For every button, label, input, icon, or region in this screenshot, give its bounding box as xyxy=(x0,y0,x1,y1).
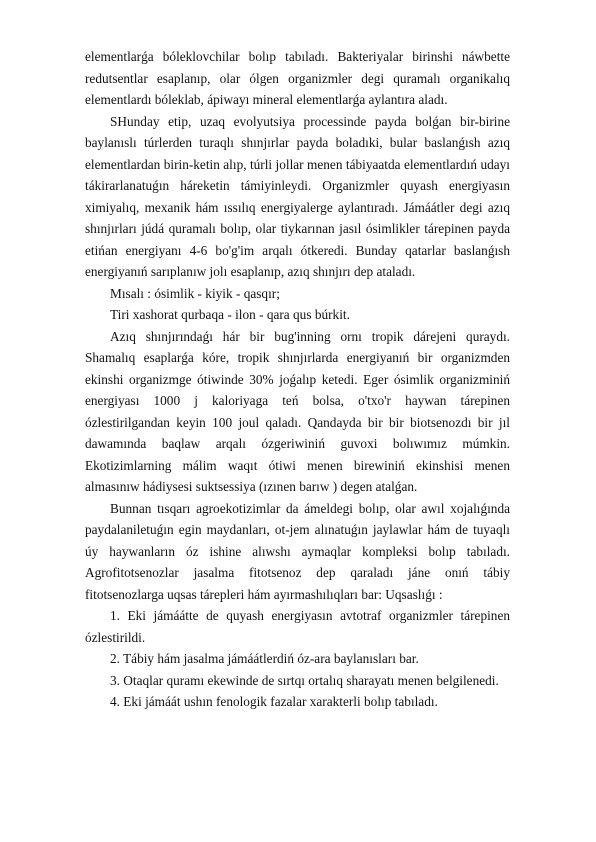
list-item-2: 2. Tábiy hám jasalma jámáátlerdiń óz-ara baylanısları bar. xyxy=(110,651,419,666)
paragraph-food-chains: SHunday etip, uzaq evolyutsiya processinde payda bolǵan bir-birine baylanıslı túrlerden turaqlı shınjırlar payda boladıki, bular baslanǵısh azıq elementlardan birin-ketin alıp, túrli jollar menen tábiyaatda elementlardıń udayı tákirarlanatuǵın háreketin támiyinleydi. Organizmler quyash energiyasın ximiyalıq, mexanik hám ıssılıq energiyalerge aylantıradı. Jámáátler degi azıq shınjırları júdá quramalı bolıp, olar tiykarınan jasıl ósimlikler tárepinen payda etińan energiyanı 4-6 bo'g'im arqalı ótkeredi. Bunday qatarlar baslanǵısh energiyanıń sarıplanıw jolı esaplanıp, azıq shınjırı dep ataladı. xyxy=(85,113,510,279)
paragraph-trophic-levels: Azıq shınjırındaǵı hár bir bug'inning ornı tropik dárejeni quraydı. Shamalıq esaplarǵa kóre, tropik shınjırlarda energiyanıń bir organizmden ekinshi organizmge ótiwinde 30% joǵalıp ketedi. Eger ósimlik organizminiń energiyası 1000 j kaloriyaga teń bolsa, o'txo'r haywan tárepinen ózlestirilgandan keyin 100 joul qaladı. Qandayda bir bir biotsenozdı bir jıl dawamında baqlaw arqalı ózgeriwiniń guvoxi bolıwımız múmkin. Ekotizimlarning málim waqıt ótiwi menen birewiniń ekinshisi menen almasınıw hádiysesi suktsessiya (ızınen barıw ) degen atalǵan. xyxy=(85,328,510,494)
document-page xyxy=(85,46,510,713)
list-item-3: 3. Otaqlar quramı ekewinde de sırtqı ortalıq sharayatı menen belgilenedi. xyxy=(110,672,499,688)
paragraph-agroecosystems: Bunnan tısqarı agroekotizimlar da ámeldegi bolıp, olar awıl xojalıǵında paydalaniletuǵın egin maydanları, ot-jem alınatuǵın jaylawlar hám de tuyaqlı úy haywanların óz ishine alıwshı aymaqlar kompleksi bolıp tabıladı. Agrofitotsenozlar jasalma fitotsenoz dep qaraladı jáne onıń tábiy fitotsenozlarga uqsas tárepleri hám ayırmashılıqları bar: Uqsaslıǵı : xyxy=(85,500,510,602)
list-item-1: 1. Eki jámáátte de quyash energiyasın avtotraf organizmler tárepinen ózlestirildi. xyxy=(85,608,510,645)
list-item-4: 4. Eki jámáát ushın fenologik fazalar xarakterli bolıp tabıladı. xyxy=(110,694,438,709)
paragraph-continuation: elementlarǵa bóleklovchilar bolıp tabıladı. Bakteriyalar birinshi náwbette redutsentlar esaplanıp, olar ólgen organizmler degi quramalı organikalıq elementlardı bóleklab, ápiwayı mineral elementlarǵa aylantıra aladı. xyxy=(85,49,510,107)
paragraph-example-1: Mısalı : ósimlik - kiyik - qasqır; xyxy=(110,285,280,301)
paragraph-example-2: Tiri xashorat qurbaqa - ilon - qara qus búrkit. xyxy=(110,307,350,322)
